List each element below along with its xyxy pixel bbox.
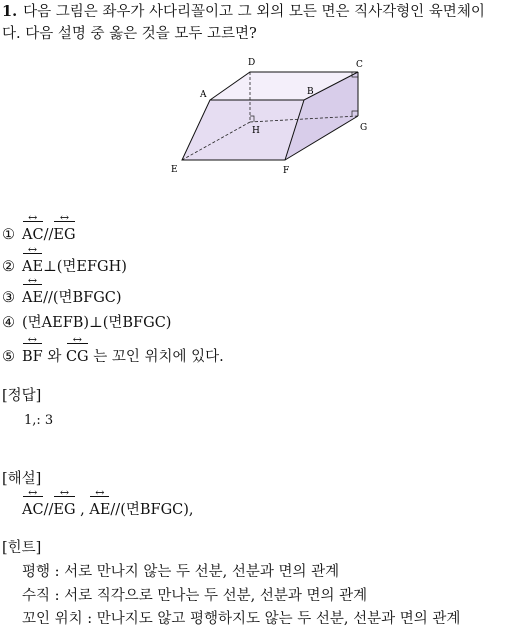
option-1 <box>2 218 76 245</box>
option-3 <box>2 281 122 308</box>
vertex-label-c: C <box>356 60 363 70</box>
vertex-label-f: F <box>283 166 290 176</box>
line-symbol: AE ↔ <box>22 250 43 277</box>
option-mark: ② <box>2 259 15 275</box>
option-text: // <box>43 227 54 243</box>
vertex-label-b: B <box>307 87 314 97</box>
answer-label: [정답] <box>2 388 42 404</box>
hint-line-perpendicular: 수직 : 서로 직각으로 만나는 두 선분, 선분과 면의 관계 <box>22 588 368 604</box>
hint-label: [힌트] <box>2 540 42 556</box>
explanation-sep: , <box>75 502 90 518</box>
line-symbol: BF ↔ <box>22 340 43 367</box>
line-symbol: EG ↔ <box>53 218 75 245</box>
option-5 <box>2 340 224 367</box>
line-symbol: CG ↔ <box>66 340 89 367</box>
explanation-rest: //(면BFGC), <box>110 502 194 518</box>
option-text: (면AEFB)⊥(면BFGC) <box>22 315 172 331</box>
vertex-label-g: G <box>360 123 368 133</box>
line-symbol: EG ↔ <box>53 493 75 520</box>
option-text: 는 꼬인 위치에 있다. <box>88 349 224 365</box>
option-2 <box>2 250 127 277</box>
hexahedron-figure <box>160 52 380 182</box>
explanation-text <box>22 493 194 520</box>
vertex-label-d: D <box>248 58 256 68</box>
option-mark: ③ <box>2 290 15 306</box>
option-text: 와 <box>42 349 66 365</box>
vertex-label-h: H <box>252 126 260 136</box>
option-text: ⊥(면EFGH) <box>43 259 127 275</box>
question-text-1: 다음 그림은 좌우가 사다리꼴이고 그 외의 모든 면은 직사각형인 육면체이 <box>23 4 485 20</box>
hint-line-skew: 꼬인 위치 : 만나지도 않고 평행하지도 않는 두 선분, 선분과 면의 관계 <box>22 611 461 627</box>
question-line-1 <box>2 2 485 22</box>
hint-line-parallel: 평행 : 서로 만나지 않는 두 선분, 선분과 면의 관계 <box>22 564 340 580</box>
question-line-2: 다. 다음 설명 중 옳은 것을 모두 고르면? <box>2 26 257 42</box>
vertex-label-e: E <box>171 165 178 175</box>
explanation-label: [해설] <box>2 471 42 487</box>
option-text: //(면BFGC) <box>43 290 122 306</box>
answer-value: 1,: 3 <box>24 413 54 428</box>
line-symbol: AC ↔ <box>22 218 44 245</box>
option-mark: ④ <box>2 315 15 331</box>
option-4 <box>2 313 171 333</box>
option-mark: ① <box>2 227 15 243</box>
explanation-sep: // <box>43 502 54 518</box>
line-symbol: AE ↔ <box>89 493 110 520</box>
option-mark: ⑤ <box>2 349 15 365</box>
vertex-label-a: A <box>200 90 207 100</box>
line-symbol: AC ↔ <box>22 493 44 520</box>
line-symbol: AE ↔ <box>22 281 43 308</box>
question-number: 1. <box>2 3 18 20</box>
hexahedron-svg <box>160 52 380 182</box>
